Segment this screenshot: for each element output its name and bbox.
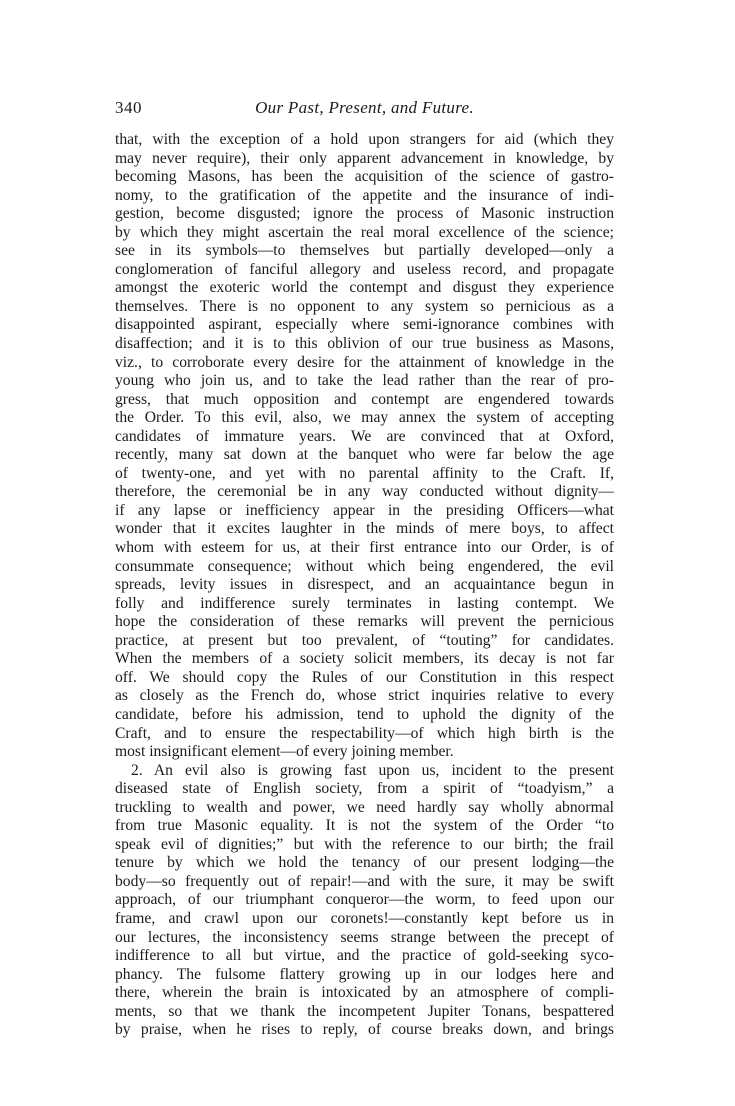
text-line: young who join us, and to take the lead rather than the rear of pro- <box>115 372 614 390</box>
text-line: amongst the exoteric world the contempt and disgust they experience <box>115 279 614 297</box>
text-line: our lectures, the inconsistency seems strange between the precept of <box>115 928 614 946</box>
text-line: viz., to corroborate every desire for the attainment of knowledge in the <box>115 353 614 371</box>
text-line: becoming Masons, has been the acquisition of the science of gastro- <box>115 168 614 186</box>
text-line: if any lapse or inefficiency appear in the presiding Officers—what <box>115 501 614 519</box>
text-line: by praise, when he rises to reply, of course breaks down, and brings <box>115 1021 614 1039</box>
text-line: nomy, to the gratification of the appetite and the insurance of indi- <box>115 186 614 204</box>
text-line: speak evil of dignities;” but with the reference to our birth; the frail <box>115 835 614 853</box>
text-line: gestion, become disgusted; ignore the process of Masonic instruction <box>115 205 614 223</box>
text-line: recently, many sat down at the banquet who were far below the age <box>115 446 614 464</box>
text-line: When the members of a society solicit members, its decay is not far <box>115 650 614 668</box>
text-line: 2. An evil also is growing fast upon us, incident to the present <box>131 761 614 779</box>
text-line: see in its symbols—to themselves but partially developed—only a <box>115 242 614 260</box>
text-line: body—so frequently out of repair!—and with the sure, it may be swift <box>115 872 614 890</box>
text-line: hope the consideration of these remarks will prevent the pernicious <box>115 613 614 631</box>
text-line: folly and indifference surely terminates in lasting contempt. We <box>115 594 614 612</box>
text-line: candidates of immature years. We are convinced that at Oxford, <box>115 427 614 445</box>
text-line: tenure by which we hold the tenancy of our present lodging—the <box>115 854 614 872</box>
text-line: indifference to all but virtue, and the practice of gold-seeking syco- <box>115 947 614 965</box>
text-line: frame, and crawl upon our coronets!—constantly kept before us in <box>115 909 614 927</box>
text-line: the Order. To this evil, also, we may annex the system of accepting <box>115 409 614 427</box>
text-line: most insignificant element—of every joining member. <box>115 743 454 761</box>
text-line: may never require), their only apparent advancement in knowledge, by <box>115 149 614 167</box>
text-line: candidate, before his admission, tend to uphold the dignity of the <box>115 705 614 723</box>
text-line: truckling to wealth and power, we need hardly say wholly abnormal <box>115 798 614 816</box>
text-line: consummate consequence; without which being engendered, the evil <box>115 557 614 575</box>
text-line: phancy. The fulsome flattery growing up in our lodges here and <box>115 965 614 983</box>
text-line: themselves. There is no opponent to any system so pernicious as a <box>115 297 614 315</box>
text-line: by which they might ascertain the real moral excellence of the science; <box>115 223 614 241</box>
text-line: therefore, the ceremonial be in any way conducted without dignity— <box>115 483 614 501</box>
body-text <box>115 131 614 1040</box>
text-line: spreads, levity issues in disrespect, and an acquaintance begun in <box>115 576 614 594</box>
running-title: Our Past, Present, and Future. <box>255 98 474 117</box>
text-line: disaffection; and it is to this oblivion of our true business as Masons, <box>115 335 614 353</box>
text-line: approach, of our triumphant conqueror—the worm, to feed upon our <box>115 891 614 909</box>
text-line: off. We should copy the Rules of our Constitution in this respect <box>115 668 614 686</box>
text-line: whom with esteem for us, at their first entrance into our Order, is of <box>115 539 614 557</box>
text-line: wonder that it excites laughter in the minds of mere boys, to affect <box>115 520 614 538</box>
text-line: conglomeration of fanciful allegory and useless record, and propagate <box>115 260 614 278</box>
page-header <box>115 96 614 120</box>
text-line: of twenty-one, and yet with no parental affinity to the Craft. If, <box>115 464 614 482</box>
page-number: 340 <box>115 98 142 117</box>
text-line: as closely as the French do, whose strict inquiries relative to every <box>115 687 614 705</box>
text-line: gress, that much opposition and contempt are engendered towards <box>115 390 614 408</box>
text-line: practice, at present but too prevalent, of “touting” for candidates. <box>115 631 614 649</box>
text-line: there, wherein the brain is intoxicated by an atmosphere of compli- <box>115 984 614 1002</box>
text-line: diseased state of English society, from a spirit of “toadyism,” a <box>115 780 614 798</box>
text-line: Craft, and to ensure the respectability—of which high birth is the <box>115 724 614 742</box>
text-line: from true Masonic equality. It is not the system of the Order “to <box>115 817 614 835</box>
text-line: disappointed aspirant, especially where semi-ignorance combines with <box>115 316 614 334</box>
text-line: that, with the exception of a hold upon strangers for aid (which they <box>115 131 614 148</box>
text-line: ments, so that we thank the incompetent Jupiter Tonans, bespattered <box>115 1002 614 1020</box>
